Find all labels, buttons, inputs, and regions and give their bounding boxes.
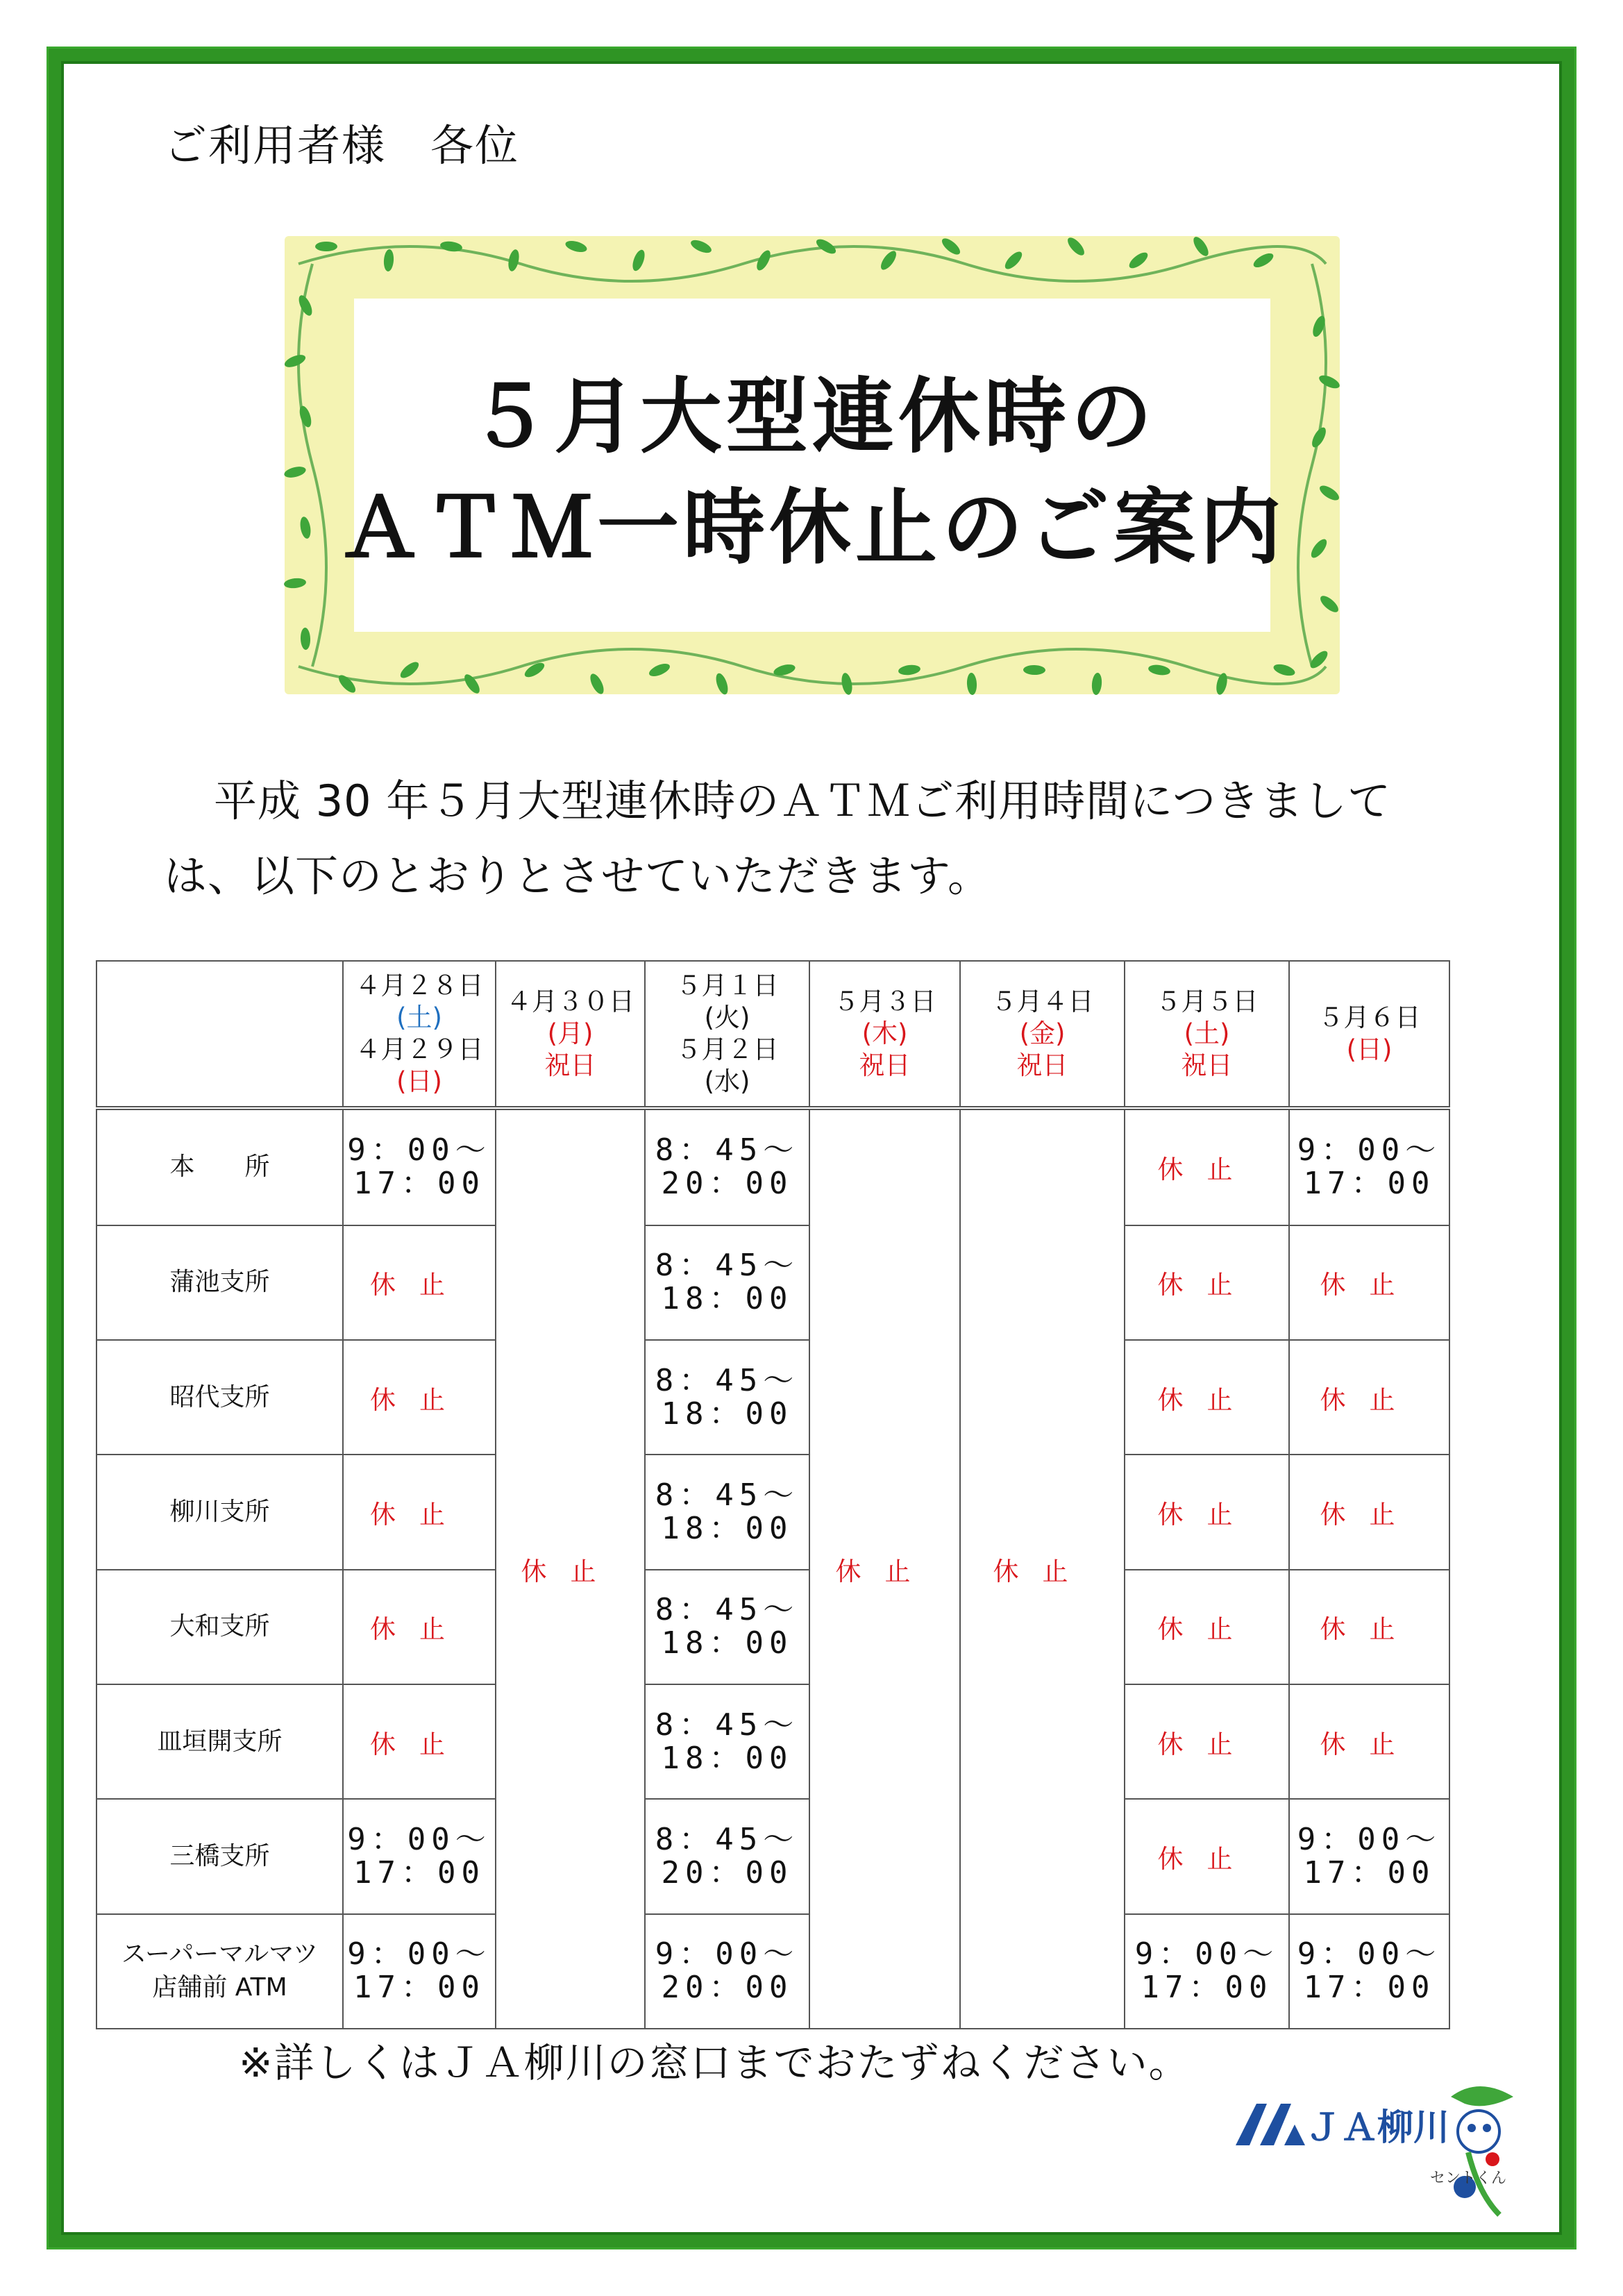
title-line-1: ５月大型連休時の: [467, 369, 1157, 464]
ja-yanagawa-logo: [1229, 2083, 1520, 2236]
apr28-29-cell-value: 休止: [370, 1500, 469, 1530]
intro-line-1: 平成 30 年５月大型連休時のＡＴＭご利用時間につきまして: [214, 776, 1392, 826]
date-header-1: [343, 961, 496, 1108]
branch-name-cell: [96, 1340, 343, 1455]
may6-cell: [1289, 1340, 1449, 1455]
table-header-row: [96, 961, 1449, 1108]
date-header-line: 祝日: [1016, 1050, 1068, 1080]
may1-2-cell: [645, 1914, 809, 2029]
branch-name: 三橋支所: [169, 1841, 270, 1870]
table-row: [96, 1684, 1449, 1799]
date-header-5: [960, 961, 1125, 1108]
date-header-line: 祝日: [1181, 1050, 1233, 1080]
leaf-decoration: [315, 242, 337, 251]
date-header-line: ４月３０日: [506, 987, 634, 1016]
branch-name-cell: [96, 1455, 343, 1569]
date-header-line: 祝日: [544, 1050, 596, 1080]
branch-name-cell: [96, 1799, 343, 1913]
may5-cell-value: 休止: [1157, 1729, 1256, 1759]
may6-cell-value: 9：00〜 17：00: [1297, 1821, 1442, 1891]
table-row: [96, 1799, 1449, 1913]
branch-name: 大和支所: [169, 1612, 270, 1641]
may6-cell: [1289, 1570, 1449, 1684]
may1-2-cell: [645, 1340, 809, 1455]
may1-2-cell-value: 8：45〜 20：00: [655, 1821, 800, 1891]
page-title: [271, 361, 1354, 583]
may1-2-cell: [645, 1455, 809, 1569]
table-row: [96, 1914, 1449, 2029]
date-header-line: (金): [1019, 1019, 1066, 1048]
may1-2-cell: [645, 1684, 809, 1799]
may4-value: 休止: [993, 1557, 1092, 1586]
may5-cell: [1125, 1799, 1289, 1913]
may5-cell: [1125, 1340, 1289, 1455]
date-header-line: ５月３日: [833, 987, 936, 1016]
apr28-29-cell: [343, 1914, 496, 2029]
may1-2-cell-value: 8：45〜 20：00: [655, 1132, 800, 1202]
apr28-29-cell-value: 9：00〜 17：00: [347, 1821, 491, 1891]
branch-name-cell: [96, 1914, 343, 2029]
may1-2-cell-value: 8：45〜 18：00: [655, 1248, 800, 1317]
mascot-name: セントくん: [1430, 2170, 1507, 2187]
apr28-29-cell-value: 休止: [370, 1614, 469, 1645]
branch-name-cell: [96, 1108, 343, 1225]
may6-cell-value: 休止: [1320, 1614, 1419, 1645]
date-header-line: (土): [396, 1003, 442, 1032]
may1-2-cell-value: 8：45〜 18：00: [655, 1477, 800, 1546]
apr28-29-cell: [343, 1225, 496, 1340]
branch-name: 昭代支所: [169, 1382, 270, 1411]
table-row: [96, 1455, 1449, 1569]
may5-cell: [1125, 1225, 1289, 1340]
branch-name: スーパーマルマツ 店舗前 ATM: [121, 1940, 319, 2002]
apr28-29-cell: [343, 1108, 496, 1225]
date-header-line: ５月５日: [1155, 987, 1259, 1016]
date-header-3: [645, 961, 809, 1108]
may4-cell: [960, 1108, 1125, 2029]
may1-2-cell: [645, 1108, 809, 1225]
date-header-line: (火): [704, 1003, 750, 1032]
table-row: [96, 1108, 1449, 1225]
date-header-7: [1289, 961, 1449, 1108]
apr28-29-cell: [343, 1340, 496, 1455]
may5-cell-value: 9：00〜 17：00: [1134, 1936, 1279, 2006]
may6-cell: [1289, 1799, 1449, 1913]
apr28-29-cell: [343, 1684, 496, 1799]
intro-line-2: は、以下のとおりとさせていただきます。: [164, 850, 992, 901]
apr28-29-cell: [343, 1570, 496, 1684]
date-header-line: 祝日: [859, 1050, 911, 1080]
may6-cell: [1289, 1684, 1449, 1799]
may1-2-cell-value: 9：00〜 20：00: [655, 1936, 800, 2006]
date-header-line: ５月４日: [991, 987, 1094, 1016]
apr28-29-cell: [343, 1799, 496, 1913]
date-header-line: (土): [1184, 1019, 1230, 1048]
may3-value: 休止: [835, 1557, 934, 1586]
may6-cell-value: 休止: [1320, 1729, 1419, 1759]
date-header-line: ５月１日: [675, 971, 779, 1000]
branch-name-cell: [96, 1570, 343, 1684]
table-row: [96, 1570, 1449, 1684]
may5-cell-value: 休止: [1157, 1500, 1256, 1530]
date-header-line: (水): [704, 1066, 750, 1096]
may1-2-cell: [645, 1799, 809, 1913]
date-header-line: (木): [861, 1019, 908, 1048]
may5-cell: [1125, 1570, 1289, 1684]
may5-cell-value: 休止: [1157, 1384, 1256, 1415]
date-header-2: [496, 961, 645, 1108]
may6-cell-value: 9：00〜 17：00: [1297, 1132, 1442, 1202]
may1-2-cell-value: 8：45〜 18：00: [655, 1592, 800, 1661]
may5-cell-value: 休止: [1157, 1843, 1256, 1874]
may6-cell-value: 休止: [1320, 1500, 1419, 1530]
mascot-icon: [1437, 2083, 1520, 2222]
branch-name: 柳川支所: [169, 1498, 270, 1526]
may6-cell: [1289, 1108, 1449, 1225]
may5-cell: [1125, 1455, 1289, 1569]
apr28-29-cell: [343, 1455, 496, 1569]
may1-2-cell: [645, 1570, 809, 1684]
date-header-line: ５月６日: [1318, 1003, 1421, 1032]
may6-cell-value: 休止: [1320, 1384, 1419, 1415]
date-header-line: (日): [396, 1066, 442, 1096]
corner-cell: [96, 961, 343, 1108]
footer-note: ※詳しくはＪＡ柳川の窓口までおたずねください。: [239, 2039, 1191, 2086]
branch-name: 本 所: [169, 1153, 270, 1182]
title-line-2: ＡＴＭ一時休止のご案内: [338, 480, 1286, 576]
atm-schedule-table: [96, 960, 1450, 2029]
may6-cell-value: 休止: [1320, 1270, 1419, 1300]
table-row: [96, 1225, 1449, 1340]
date-header-line: (日): [1346, 1034, 1393, 1064]
may5-cell: [1125, 1108, 1289, 1225]
may6-cell: [1289, 1914, 1449, 2029]
may5-cell: [1125, 1684, 1289, 1799]
apr30-value: 休止: [521, 1557, 620, 1586]
logo-text: ＪＡ柳川: [1305, 2107, 1450, 2149]
date-header-line: (月): [547, 1019, 594, 1048]
branch-name: 蒲池支所: [169, 1268, 270, 1297]
apr28-29-cell-value: 休止: [370, 1384, 469, 1415]
may5-cell-value: 休止: [1157, 1270, 1256, 1300]
apr30-cell: [496, 1108, 645, 2029]
may1-2-cell: [645, 1225, 809, 1340]
ja-mark-icon: [1229, 2097, 1312, 2152]
addressee: ご利用者様 各位: [164, 120, 520, 171]
date-header-line: ４月２８日: [355, 971, 484, 1000]
apr28-29-cell-value: 休止: [370, 1270, 469, 1300]
date-header-4: [809, 961, 960, 1108]
may6-cell-value: 9：00〜 17：00: [1297, 1936, 1442, 2006]
date-header-line: ４月２９日: [355, 1034, 484, 1064]
date-header-line: ５月２日: [675, 1034, 779, 1064]
branch-name: 皿垣開支所: [157, 1727, 283, 1756]
may5-cell-value: 休止: [1157, 1155, 1256, 1185]
table-row: [96, 1340, 1449, 1455]
may5-cell: [1125, 1914, 1289, 2029]
branch-name-cell: [96, 1225, 343, 1340]
apr28-29-cell-value: 9：00〜 17：00: [347, 1132, 491, 1202]
may6-cell: [1289, 1455, 1449, 1569]
may1-2-cell-value: 8：45〜 18：00: [655, 1362, 800, 1432]
may5-cell-value: 休止: [1157, 1614, 1256, 1645]
branch-name-cell: [96, 1684, 343, 1799]
apr28-29-cell-value: 9：00〜 17：00: [347, 1936, 491, 2006]
intro-paragraph: [164, 764, 1483, 914]
apr28-29-cell-value: 休止: [370, 1729, 469, 1759]
may1-2-cell-value: 8：45〜 18：00: [655, 1707, 800, 1776]
date-header-6: [1125, 961, 1289, 1108]
may3-cell: [809, 1108, 960, 2029]
may6-cell: [1289, 1225, 1449, 1340]
